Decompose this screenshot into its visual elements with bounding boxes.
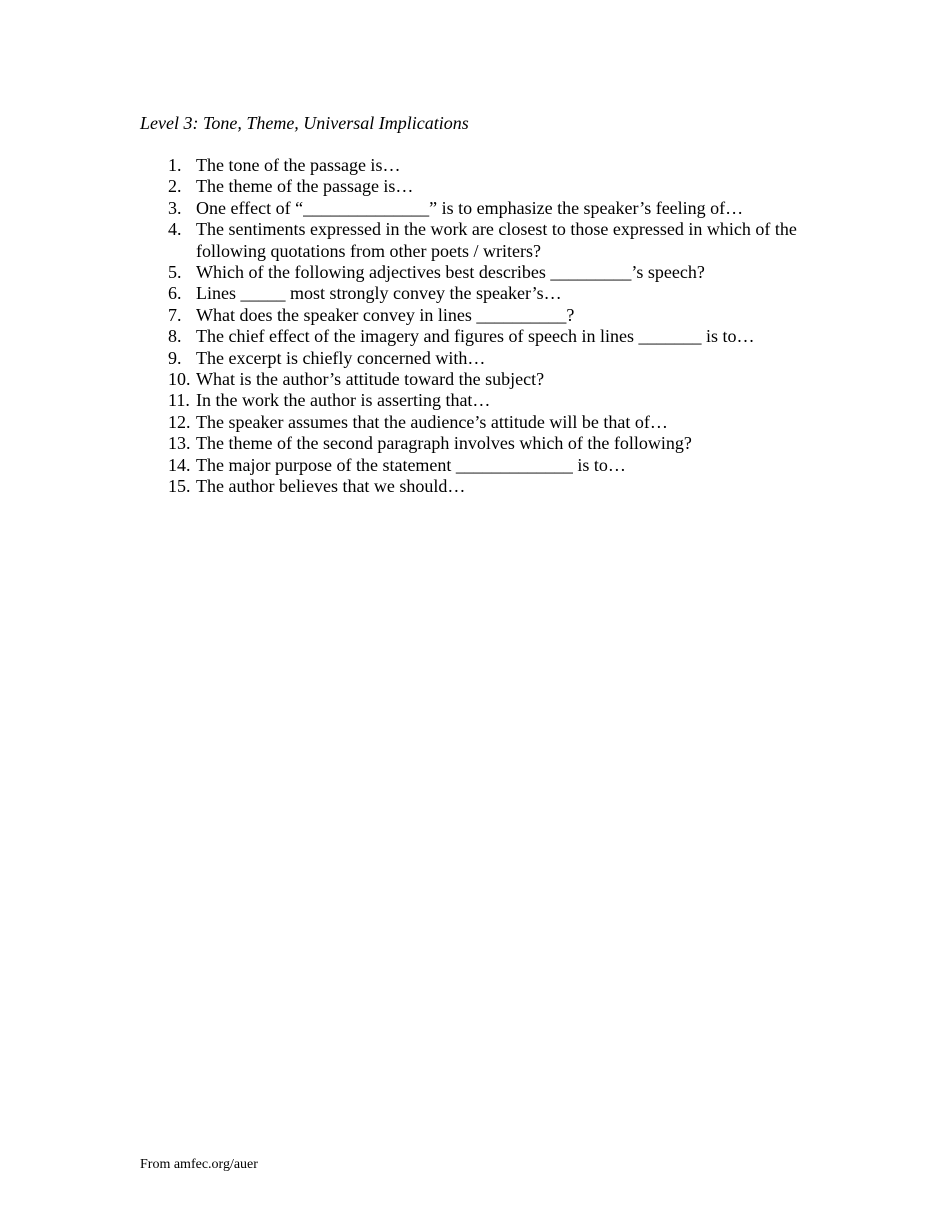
question-list	[140, 155, 820, 498]
question-number: 6.	[168, 283, 182, 304]
question-text: One effect of “______________” is to emphasize the speaker’s feeling of…	[196, 197, 744, 218]
question-item	[140, 326, 820, 347]
question-item	[140, 262, 820, 283]
question-text: The major purpose of the statement _____________ is to…	[196, 454, 626, 475]
question-text: In the work the author is asserting that…	[196, 390, 491, 411]
question-item	[140, 305, 820, 326]
page-heading: Level 3: Tone, Theme, Universal Implications	[140, 113, 469, 133]
question-number: 11.	[168, 390, 190, 411]
question-number: 8.	[168, 326, 182, 347]
question-text: What is the author’s attitude toward the subject?	[196, 369, 545, 390]
question-number: 7.	[168, 304, 182, 325]
question-item	[140, 433, 820, 454]
question-item	[140, 412, 820, 433]
question-item	[140, 390, 820, 411]
question-text: Which of the following adjectives best describes _________’s speech?	[196, 262, 705, 283]
question-number: 5.	[168, 262, 182, 283]
question-text: The speaker assumes that the audience’s attitude will be that of…	[196, 411, 668, 432]
question-number: 1.	[168, 155, 182, 175]
question-text: Lines _____ most strongly convey the speaker’s…	[196, 283, 562, 304]
question-number: 10.	[168, 369, 191, 390]
question-text: The author believes that we should…	[196, 476, 466, 497]
question-text: The sentiments expressed in the work are closest to those expressed in which of the following quotations from other poets / writers?	[196, 219, 797, 261]
question-number: 9.	[168, 347, 182, 368]
question-number: 15.	[168, 476, 191, 497]
question-item	[140, 283, 820, 304]
question-text: What does the speaker convey in lines __________?	[196, 304, 575, 325]
question-number: 14.	[168, 454, 191, 475]
question-number: 2.	[168, 176, 182, 197]
question-text: The tone of the passage is…	[196, 155, 401, 175]
question-text: The theme of the second paragraph involves which of the following?	[196, 433, 692, 454]
question-text: The excerpt is chiefly concerned with…	[196, 347, 486, 368]
question-text: The chief effect of the imagery and figures of speech in lines _______ is to…	[196, 326, 755, 347]
question-number: 4.	[168, 219, 182, 240]
footer-source: From amfec.org/auer	[140, 1157, 258, 1172]
question-item	[140, 369, 820, 390]
question-number: 13.	[168, 433, 191, 454]
question-number: 12.	[168, 411, 191, 432]
question-item	[140, 198, 820, 219]
question-item	[140, 155, 820, 176]
question-item	[140, 476, 820, 497]
question-item	[140, 455, 820, 476]
question-item	[140, 348, 820, 369]
question-text: The theme of the passage is…	[196, 176, 414, 197]
question-number: 3.	[168, 197, 182, 218]
question-item	[140, 219, 820, 262]
question-item	[140, 176, 820, 197]
